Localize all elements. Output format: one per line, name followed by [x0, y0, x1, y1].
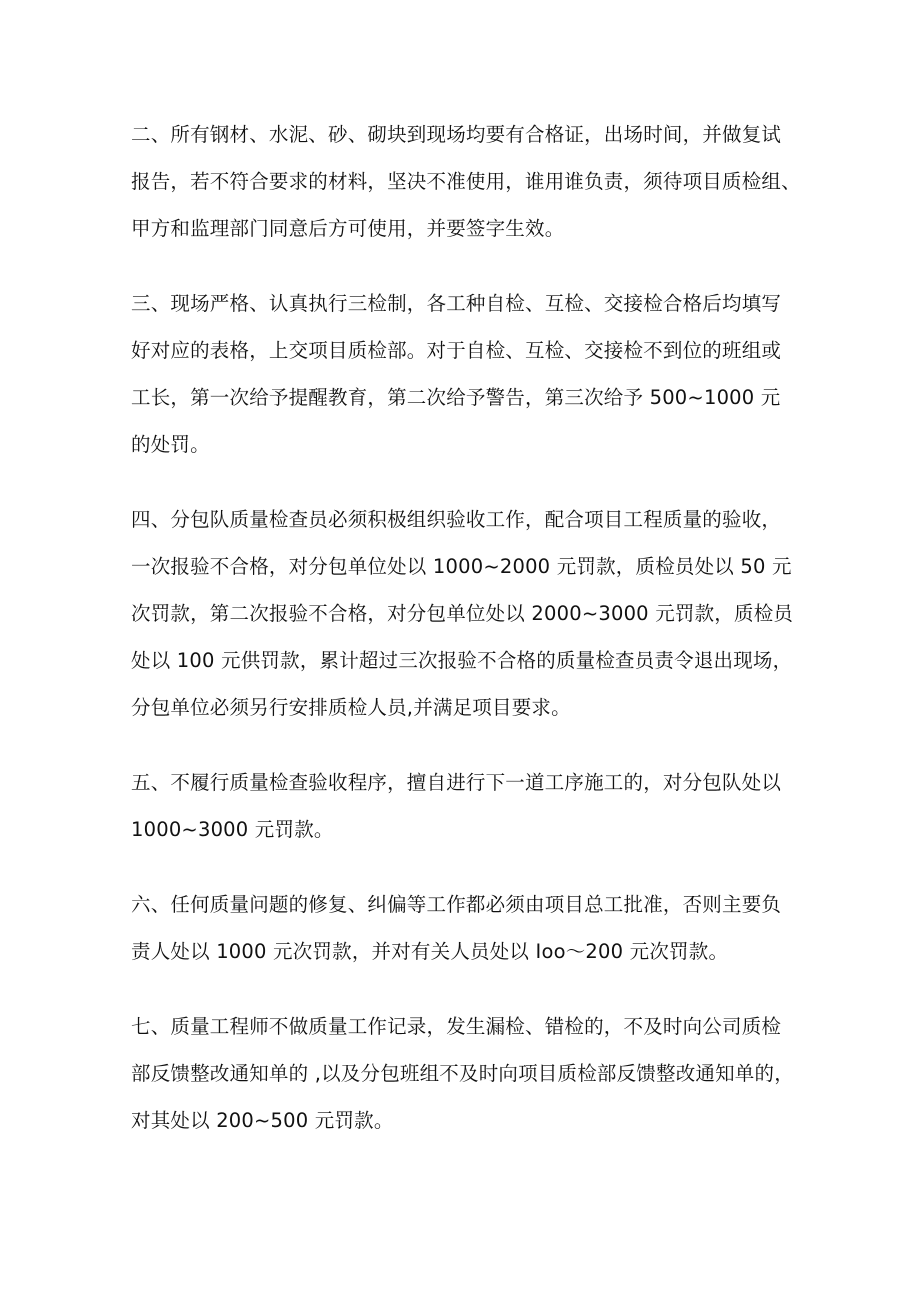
paragraph-line: 四、分包队质量检查员必须积极组织验收工作，配合项目工程质量的验收， [131, 508, 782, 531]
paragraph-line: 对其处以 200~500 元罚款。 [131, 1109, 394, 1132]
paragraph-3 [131, 280, 811, 468]
paragraph-line: 好对应的表格，上交项目质检部。对于自检、互检、交接检不到位的班组或 [131, 339, 782, 362]
paragraph-line: 责人处以 1000 元次罚款，并对有关人员处以 Ioo～200 元次罚款。 [131, 940, 729, 963]
paragraph-line: 五、不履行质量检查验收程序，擅自进行下一道工序施工的，对分包队处以 [131, 771, 782, 794]
paragraph-line: 一次报验不合格，对分包单位处以 1000~2000 元罚款，质检员处以 50 元 [131, 555, 792, 578]
paragraph-line: 次罚款，第二次报验不合格，对分包单位处以 2000~3000 元罚款，质检员 [131, 602, 794, 625]
paragraph-2 [131, 111, 811, 252]
paragraph-line: 处以 100 元供罚款，累计超过三次报验不合格的质量检查员责令退出现场， [131, 649, 793, 672]
paragraph-line: 二、所有钢材、水泥、砂、砌块到现场均要有合格证，出场时间，并做复试 [131, 123, 782, 146]
paragraph-line: 七、质量工程师不做质量工作记录，发生漏检、错检的，不及时向公司质检 [131, 1015, 782, 1038]
paragraph-4 [131, 496, 811, 731]
paragraph-line: 1000~3000 元罚款。 [131, 818, 334, 841]
paragraph-line: 部反馈整改通知单的 ,以及分包班组不及时向项目质检部反馈整改通知单的， [131, 1062, 794, 1085]
paragraph-line: 六、任何质量问题的修复、纠偏等工作都必须由项目总工批准，否则主要负 [131, 893, 782, 916]
document-body [131, 111, 811, 1172]
paragraph-line: 三、现场严格、认真执行三检制，各工种自检、互检、交接检合格后均填写 [131, 292, 782, 315]
paragraph-line: 分包单位必须另行安排质检人员,并满足项目要求。 [131, 696, 571, 719]
paragraph-line: 甲方和监理部门同意后方可使用，并要签字生效。 [131, 217, 565, 240]
paragraph-5 [131, 759, 811, 853]
paragraph-line: 的处罚。 [131, 433, 210, 456]
paragraph-line: 工长，第一次给予提醒教育，第二次给予警告，第三次给予 500~1000 元 [131, 386, 781, 409]
paragraph-6 [131, 881, 811, 975]
paragraph-line: 报告，若不符合要求的材料，坚决不准使用，谁用谁负责，须待项目质检组、 [131, 170, 801, 193]
paragraph-7 [131, 1003, 811, 1144]
